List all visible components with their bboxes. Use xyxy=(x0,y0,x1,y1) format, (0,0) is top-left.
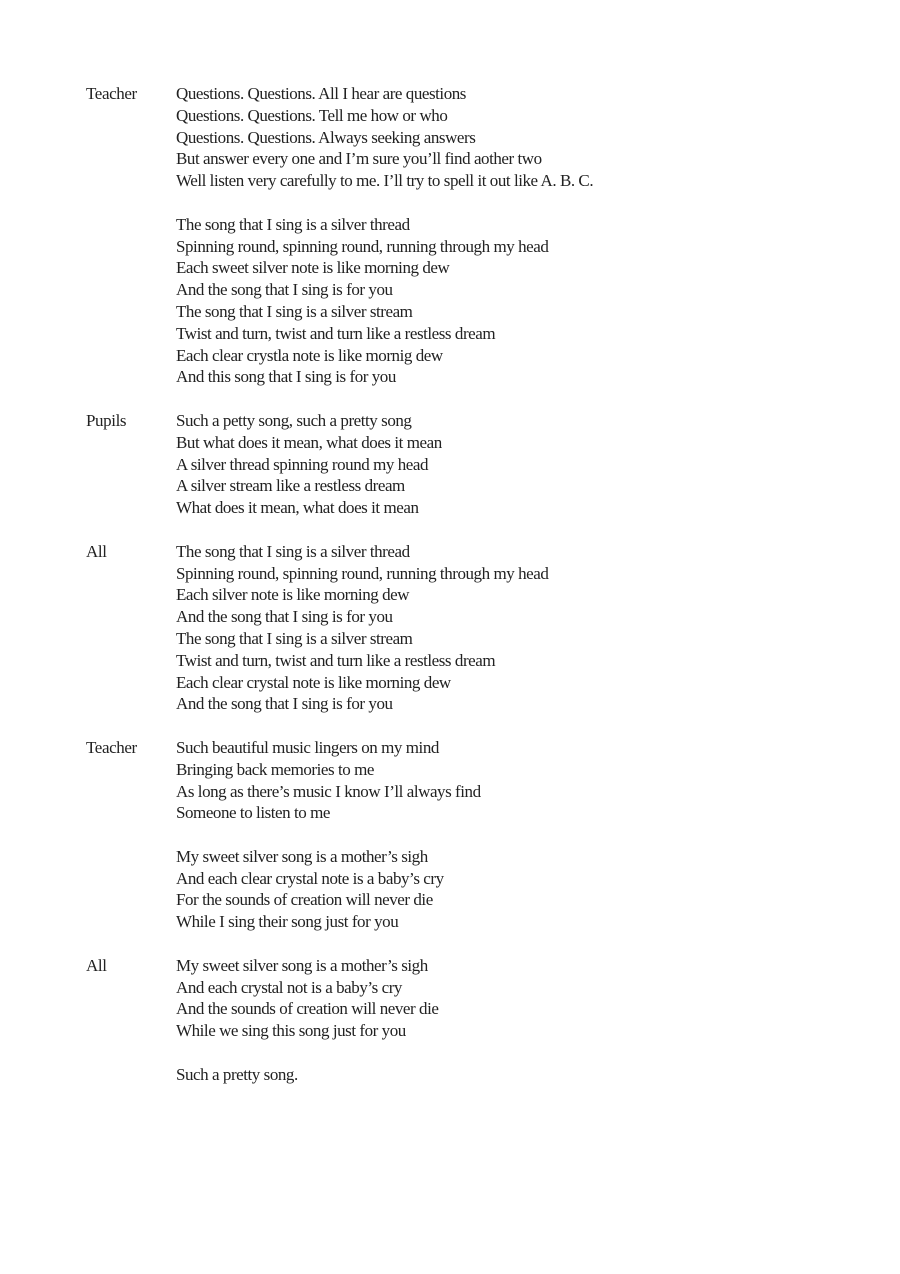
lyric-line: My sweet silver song is a mother’s sigh xyxy=(176,955,428,975)
lyric-line: While I sing their song just for you xyxy=(176,912,399,932)
lyric-line: Each clear crystla note is like mornig dew xyxy=(176,345,443,365)
verse-lines xyxy=(176,541,866,715)
lyric-line: The song that I sing is a silver stream xyxy=(176,301,413,321)
lyric-line: Each silver note is like morning dew xyxy=(176,585,410,605)
speaker-label: Pupils xyxy=(86,410,127,430)
verse-block xyxy=(86,846,866,933)
lyric-line: The song that I sing is a silver stream xyxy=(176,628,413,648)
verse-lines xyxy=(176,846,866,933)
lyric-line: Twist and turn, twist and turn like a restless dream xyxy=(176,650,496,670)
verse-block xyxy=(86,541,866,715)
lyric-line: Questions. Questions. All I hear are questions xyxy=(176,84,466,103)
lyric-line: And the song that I sing is for you xyxy=(176,607,393,627)
lyric-line: Each clear crystal note is like morning dew xyxy=(176,672,451,692)
lyric-line: Each sweet silver note is like morning dew xyxy=(176,258,450,278)
speaker-label: All xyxy=(86,541,107,561)
lyric-line: And the song that I sing is for you xyxy=(176,280,393,300)
verse-lines xyxy=(176,83,866,192)
lyric-line: And each clear crystal note is a baby’s cry xyxy=(176,868,444,888)
lyric-line: Well listen very carefully to me. I’ll try to spell it out like A. B. C. xyxy=(176,171,594,191)
lyric-line: What does it mean, what does it mean xyxy=(176,498,419,518)
lyric-line: Someone to listen to me xyxy=(176,803,330,823)
lyric-line: But what does it mean, what does it mean xyxy=(176,432,442,452)
speaker-label: All xyxy=(86,955,107,975)
lyrics-document xyxy=(86,83,866,1107)
verse-lines xyxy=(176,214,866,388)
lyric-line: As long as there’s music I know I’ll always find xyxy=(176,781,481,801)
lyric-line: Questions. Questions. Tell me how or who xyxy=(176,105,448,125)
lyric-line: The song that I sing is a silver thread xyxy=(176,214,410,234)
verse-lines xyxy=(176,410,866,519)
lyric-line: Such a petty song, such a pretty song xyxy=(176,410,412,430)
lyric-line: A silver thread spinning round my head xyxy=(176,454,429,474)
speaker-label: Teacher xyxy=(86,84,137,103)
lyric-line: My sweet silver song is a mother’s sigh xyxy=(176,846,428,866)
lyric-line: Twist and turn, twist and turn like a restless dream xyxy=(176,323,496,343)
verse-block xyxy=(86,214,866,388)
lyric-line: A silver stream like a restless dream xyxy=(176,476,405,496)
lyric-line: And the sounds of creation will never die xyxy=(176,999,439,1019)
lyric-line: Questions. Questions. Always seeking answers xyxy=(176,127,476,147)
speaker-label: Teacher xyxy=(86,737,137,757)
verse-block xyxy=(86,83,866,192)
verse-block xyxy=(86,1064,866,1086)
verse-lines xyxy=(176,1064,866,1086)
lyric-line: Bringing back memories to me xyxy=(176,759,374,779)
lyric-line: Spinning round, spinning round, running through my head xyxy=(176,236,549,256)
lyric-line: And this song that I sing is for you xyxy=(176,367,396,387)
verse-lines xyxy=(176,737,866,824)
lyric-line: Spinning round, spinning round, running through my head xyxy=(176,563,549,583)
verse-lines xyxy=(176,955,866,1042)
lyric-line: But answer every one and I’m sure you’ll find aother two xyxy=(176,149,542,169)
verse-block xyxy=(86,737,866,824)
lyric-line: The song that I sing is a silver thread xyxy=(176,541,410,561)
lyric-line: Such beautiful music lingers on my mind xyxy=(176,737,439,757)
lyric-line: For the sounds of creation will never die xyxy=(176,890,433,910)
lyric-line: While we sing this song just for you xyxy=(176,1021,406,1041)
verse-block xyxy=(86,410,866,519)
lyric-line: Such a pretty song. xyxy=(176,1064,298,1084)
lyric-line: And the song that I sing is for you xyxy=(176,694,393,714)
lyric-line: And each crystal not is a baby’s cry xyxy=(176,977,402,997)
verse-block xyxy=(86,955,866,1042)
